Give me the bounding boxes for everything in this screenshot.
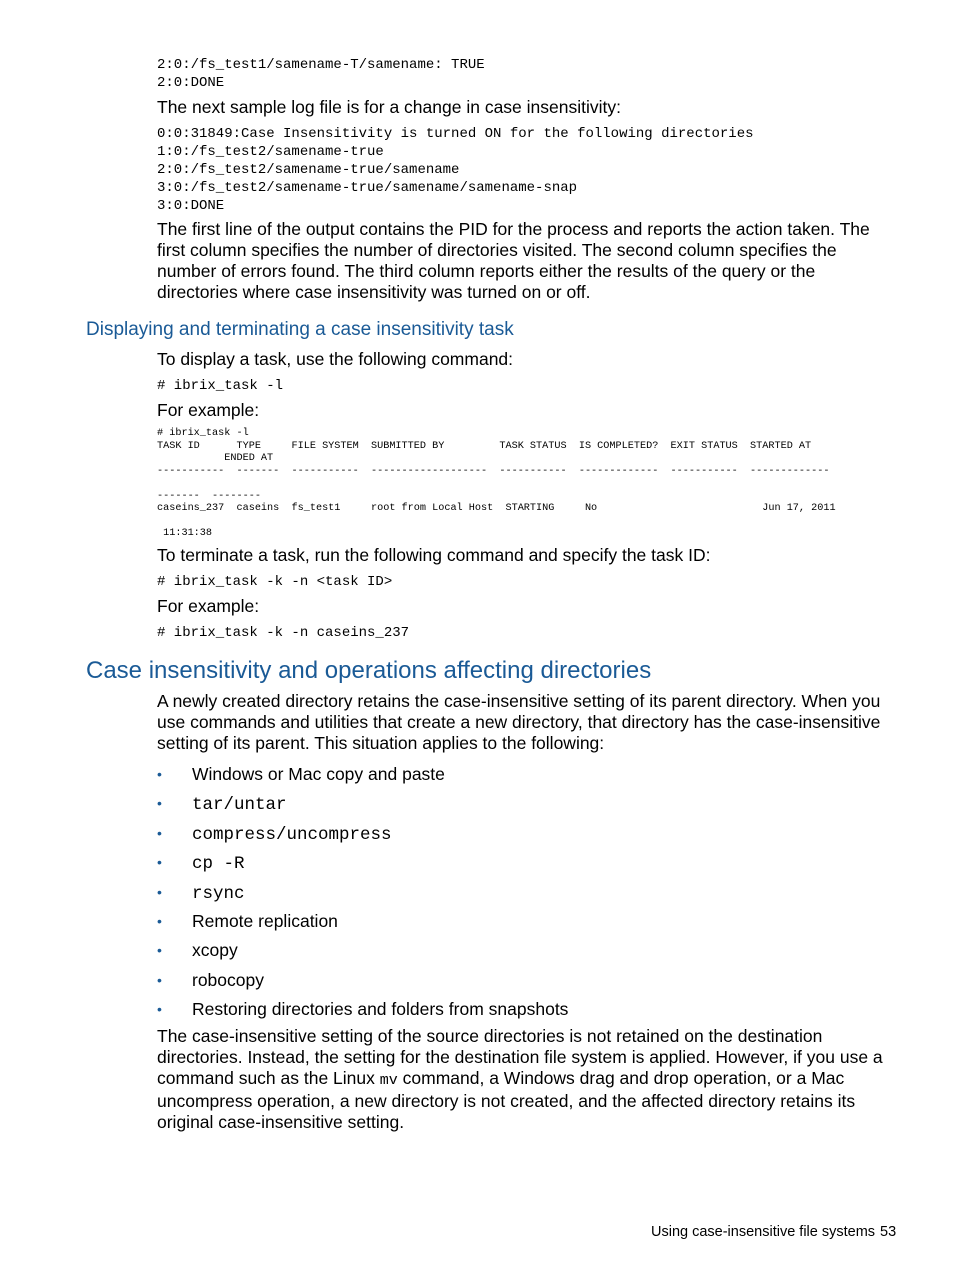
output-explanation: The first line of the output contains the PID for the process and reports the action taken. The first column specifies the number of directories visited. The second column specifies the number of errors found. The third column reports either the results of the query or the directories where case insensitivity was turned on or off. [157,219,870,302]
list-item [157,907,568,936]
bullet-icon: • [157,883,162,900]
list-item-text: rsync [192,883,245,904]
example-output-line: TASK ID TYPE FILE SYSTEM SUBMITTED BY TASK STATUS IS COMPLETED? EXIT STATUS STARTED AT [157,440,812,452]
example-output-line: caseins_237 caseins fs_test1 root from Local Host STARTING No Jun 17, 2011 [157,503,836,514]
list-item-text: Remote replication [192,910,338,931]
bullet-icon: • [157,1001,162,1018]
list-item [157,789,568,818]
log-line: 2:0:/fs_test2/samename-true/samename [157,162,460,178]
list-item-text: tar/untar [192,795,287,816]
example-output-block [157,428,836,541]
log-line: 1:0:/fs_test2/samename-true [157,144,384,160]
log-line: 2:0:DONE [157,75,225,91]
terminate-task-text: To terminate a task, run the following command and specify the task ID: [157,545,711,565]
bullet-icon: • [157,942,162,959]
list-item [157,995,568,1024]
top-log-block [157,56,485,92]
list-item [157,760,568,789]
section-heading-operations: Case insensitivity and operations affecting directories [86,657,652,684]
bullet-icon: • [157,824,162,841]
page-number: 53 [880,1224,897,1240]
section-heading-display: Displaying and terminating a case insensitivity task [86,319,514,340]
list-item [157,878,568,907]
list-item [157,966,568,995]
log-line: 2:0:/fs_test1/samename-T/samename: TRUE [157,57,485,73]
for-example-label: For example: [157,596,260,616]
list-item-text: cp -R [192,854,245,875]
operations-bullet-list [157,760,568,1025]
example-output-line: 11:31:38 [157,528,213,539]
log-line: 0:0:31849:Case Insensitivity is turned ON for the following directories [157,126,754,142]
log-line: 3:0:DONE [157,198,225,214]
display-task-text: To display a task, use the following command: [157,349,514,369]
terminate-example-command: # ibrix_task -k -n caseins_237 [157,625,410,641]
log-line: 3:0:/fs_test2/samename-true/samename/samename-snap [157,180,578,196]
terminate-command: # ibrix_task -k -n <task ID> [157,574,393,590]
list-item [157,819,568,848]
list-item-text: robocopy [192,969,264,990]
example-output-line: # ibrix_task -l [157,428,249,439]
bullet-icon: • [157,971,162,988]
closing-text-part1: The case-insensitive setting of the source directories is not retained on the destination directories. Instead, the setting for the destination file system is applied. However, if you use a command such as the Linux [157,1026,883,1088]
display-command: # ibrix_task -l [157,378,284,394]
example-output-line: ENDED AT [157,453,274,464]
operations-closing [157,1026,897,1133]
bullet-icon: • [157,854,162,871]
insensitivity-log-block [157,125,754,215]
example-output-line: ----------- ------- ----------- ------------------- ----------- ------------- ----------- ------------- [157,465,830,477]
list-item-text: Restoring directories and folders from snapshots [192,999,569,1020]
bullet-icon: • [157,766,162,782]
inline-code-mv: mv [379,1072,398,1089]
bullet-icon: • [157,795,162,812]
list-item [157,848,568,877]
list-item-text: compress/uncompress [192,824,392,845]
list-item [157,936,568,965]
bullet-icon: • [157,912,162,929]
example-output-line: ------- -------- [157,490,261,502]
for-example-label: For example: [157,400,260,420]
footer-section-title: Using case-insensitive file systems [651,1224,876,1240]
operations-intro: A newly created directory retains the case-insensitive setting of its parent directory. When you use commands and utilities that create a new directory, that directory has the case-insensitive setting of its parent. This situation applies to the following: [157,691,881,753]
list-item-text: xcopy [192,940,238,961]
list-item-text: Windows or Mac copy and paste [192,764,445,784]
intro-text: The next sample log file is for a change in case insensitivity: [157,97,621,117]
closing-text-part2: command, a Windows drag and drop operation, or a Mac uncompress operation, a new directory is not created, and the affected directory retains its original case-insensitive setting. [157,1068,856,1132]
